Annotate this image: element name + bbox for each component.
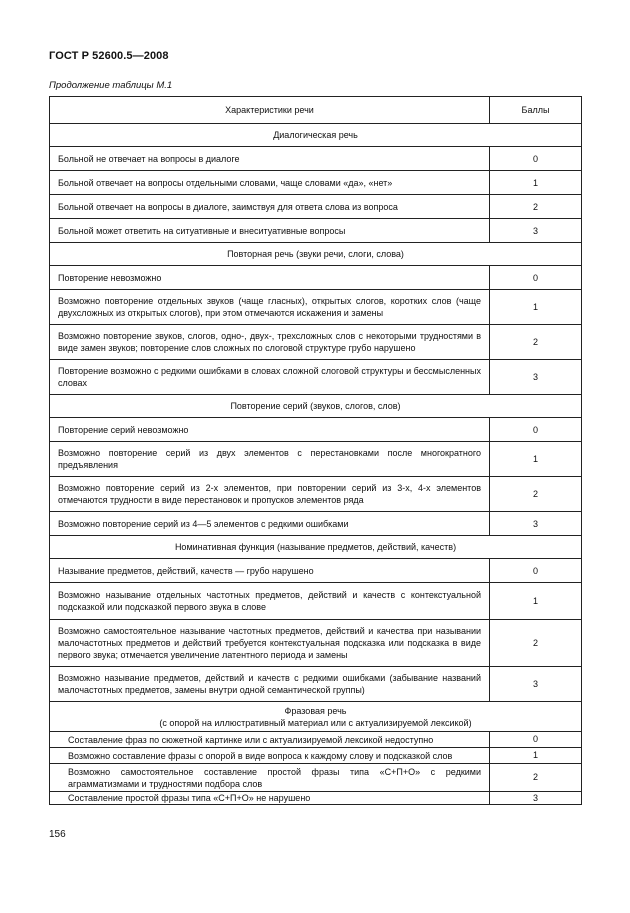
row-text: Возможно самостоятельное называние частотных предметов, действий и качества при назывании малочастотных предметов и действий требуется контекстуальная подсказка или подсказка в виде первого звука; отмечается увеличение латентного периода и замены <box>50 620 490 667</box>
row-text: Больной отвечает на вопросы в диалоге, заимствуя для ответа слова из вопроса <box>50 195 490 219</box>
table-row <box>50 559 582 583</box>
row-score: 1 <box>490 171 582 195</box>
section-header-row <box>50 243 582 266</box>
table-row <box>50 325 582 360</box>
row-text: Возможно называние отдельных частотных предметов, действий и качеств с контекстуальной подсказкой или подсказкой первого звука в слове <box>50 583 490 620</box>
table-row <box>50 219 582 243</box>
row-text: Повторение возможно с редкими ошибками в словах сложной слоговой структуры и бессмысленных словах <box>50 360 490 395</box>
row-score: 0 <box>490 732 582 748</box>
column-header-score: Баллы <box>490 97 582 124</box>
row-score: 2 <box>490 195 582 219</box>
row-text: Возможно повторение серий из 4—5 элементов с редкими ошибками <box>50 512 490 536</box>
table-row <box>50 620 582 667</box>
table-row <box>50 667 582 702</box>
table-row <box>50 171 582 195</box>
row-score: 3 <box>490 792 582 805</box>
table-row <box>50 764 582 792</box>
section-title: Диалогическая речь <box>50 124 582 147</box>
row-score: 1 <box>490 748 582 764</box>
row-score: 0 <box>490 266 582 290</box>
row-text: Возможно самостоятельное составление простой фразы типа «С+П+О» с редкими аграмматизмами и трудностями подбора слов <box>50 764 490 792</box>
row-score: 0 <box>490 147 582 171</box>
table-row <box>50 748 582 764</box>
table-continuation-label: Продолжение таблицы М.1 <box>49 80 173 91</box>
section-title: Номинативная функция (называние предметов, действий, качеств) <box>50 536 582 559</box>
row-text: Больной может ответить на ситуативные и внеситуативные вопросы <box>50 219 490 243</box>
row-score: 1 <box>490 442 582 477</box>
row-text: Возможно повторение серий из 2-х элементов, при повторении серий из 3-х, 4-х элементов отмечаются трудности в виде перестановок и пропусков элементов ряда <box>50 477 490 512</box>
table-row <box>50 418 582 442</box>
row-score: 1 <box>490 583 582 620</box>
column-header-characteristics: Характеристики речи <box>50 97 490 124</box>
row-score: 3 <box>490 360 582 395</box>
row-score: 2 <box>490 325 582 360</box>
row-text: Возможно повторение отдельных звуков (чаще гласных), открытых слогов, коротких слов (чаще двухсложных из открытых слогов), при этом отмечаются искажения и замены <box>50 290 490 325</box>
section-header-row <box>50 536 582 559</box>
table-row <box>50 195 582 219</box>
row-score: 0 <box>490 418 582 442</box>
section-header-row <box>50 702 582 732</box>
row-score: 3 <box>490 667 582 702</box>
row-score: 3 <box>490 512 582 536</box>
row-text: Возможно повторение звуков, слогов, одно-, двух-, трехсложных слов с некоторыми трудностями в виде замен звуков; повторение слов сложных по слоговой структуре грубо нарушено <box>50 325 490 360</box>
row-text: Называние предметов, действий, качеств — грубо нарушено <box>50 559 490 583</box>
row-score: 0 <box>490 559 582 583</box>
page-number: 156 <box>49 829 66 840</box>
table-row <box>50 583 582 620</box>
table-row <box>50 290 582 325</box>
table-row <box>50 147 582 171</box>
section-title: Повторение серий (звуков, слогов, слов) <box>50 395 582 418</box>
table-row <box>50 732 582 748</box>
section-title: Повторная речь (звуки речи, слоги, слова) <box>50 243 582 266</box>
row-score: 2 <box>490 764 582 792</box>
row-score: 2 <box>490 477 582 512</box>
row-text: Больной не отвечает на вопросы в диалоге <box>50 147 490 171</box>
row-text: Возможно составление фразы с опорой в виде вопроса к каждому слову и подсказкой слов <box>50 748 490 764</box>
standard-title: ГОСТ Р 52600.5—2008 <box>49 50 169 62</box>
section-title: Фразовая речь <box>284 705 347 716</box>
table-header-row <box>50 97 582 124</box>
row-text: Возможно повторение серий из двух элементов с перестановками после многократного предъявления <box>50 442 490 477</box>
speech-characteristics-table <box>49 96 582 805</box>
table-row <box>50 512 582 536</box>
table-row <box>50 477 582 512</box>
row-text: Повторение невозможно <box>50 266 490 290</box>
row-text: Составление простой фразы типа «С+П+О» не нарушено <box>50 792 490 805</box>
row-text: Возможно называние предметов, действий и качеств с редкими ошибками (забывание названий малочастотных предметов, замены внутри одной семантической группы) <box>50 667 490 702</box>
table-row <box>50 266 582 290</box>
section-header-row <box>50 395 582 418</box>
section-header-row <box>50 124 582 147</box>
table-row <box>50 442 582 477</box>
row-score: 2 <box>490 620 582 667</box>
row-score: 3 <box>490 219 582 243</box>
row-text: Составление фраз по сюжетной картинке или с актуализируемой лексикой недоступно <box>50 732 490 748</box>
table-row <box>50 792 582 805</box>
row-score: 1 <box>490 290 582 325</box>
section-subtitle: (с опорой на иллюстративный материал или с актуализируемой лексикой) <box>159 717 472 728</box>
row-text: Повторение серий невозможно <box>50 418 490 442</box>
row-text: Больной отвечает на вопросы отдельными словами, чаще словами «да», «нет» <box>50 171 490 195</box>
table-row <box>50 360 582 395</box>
